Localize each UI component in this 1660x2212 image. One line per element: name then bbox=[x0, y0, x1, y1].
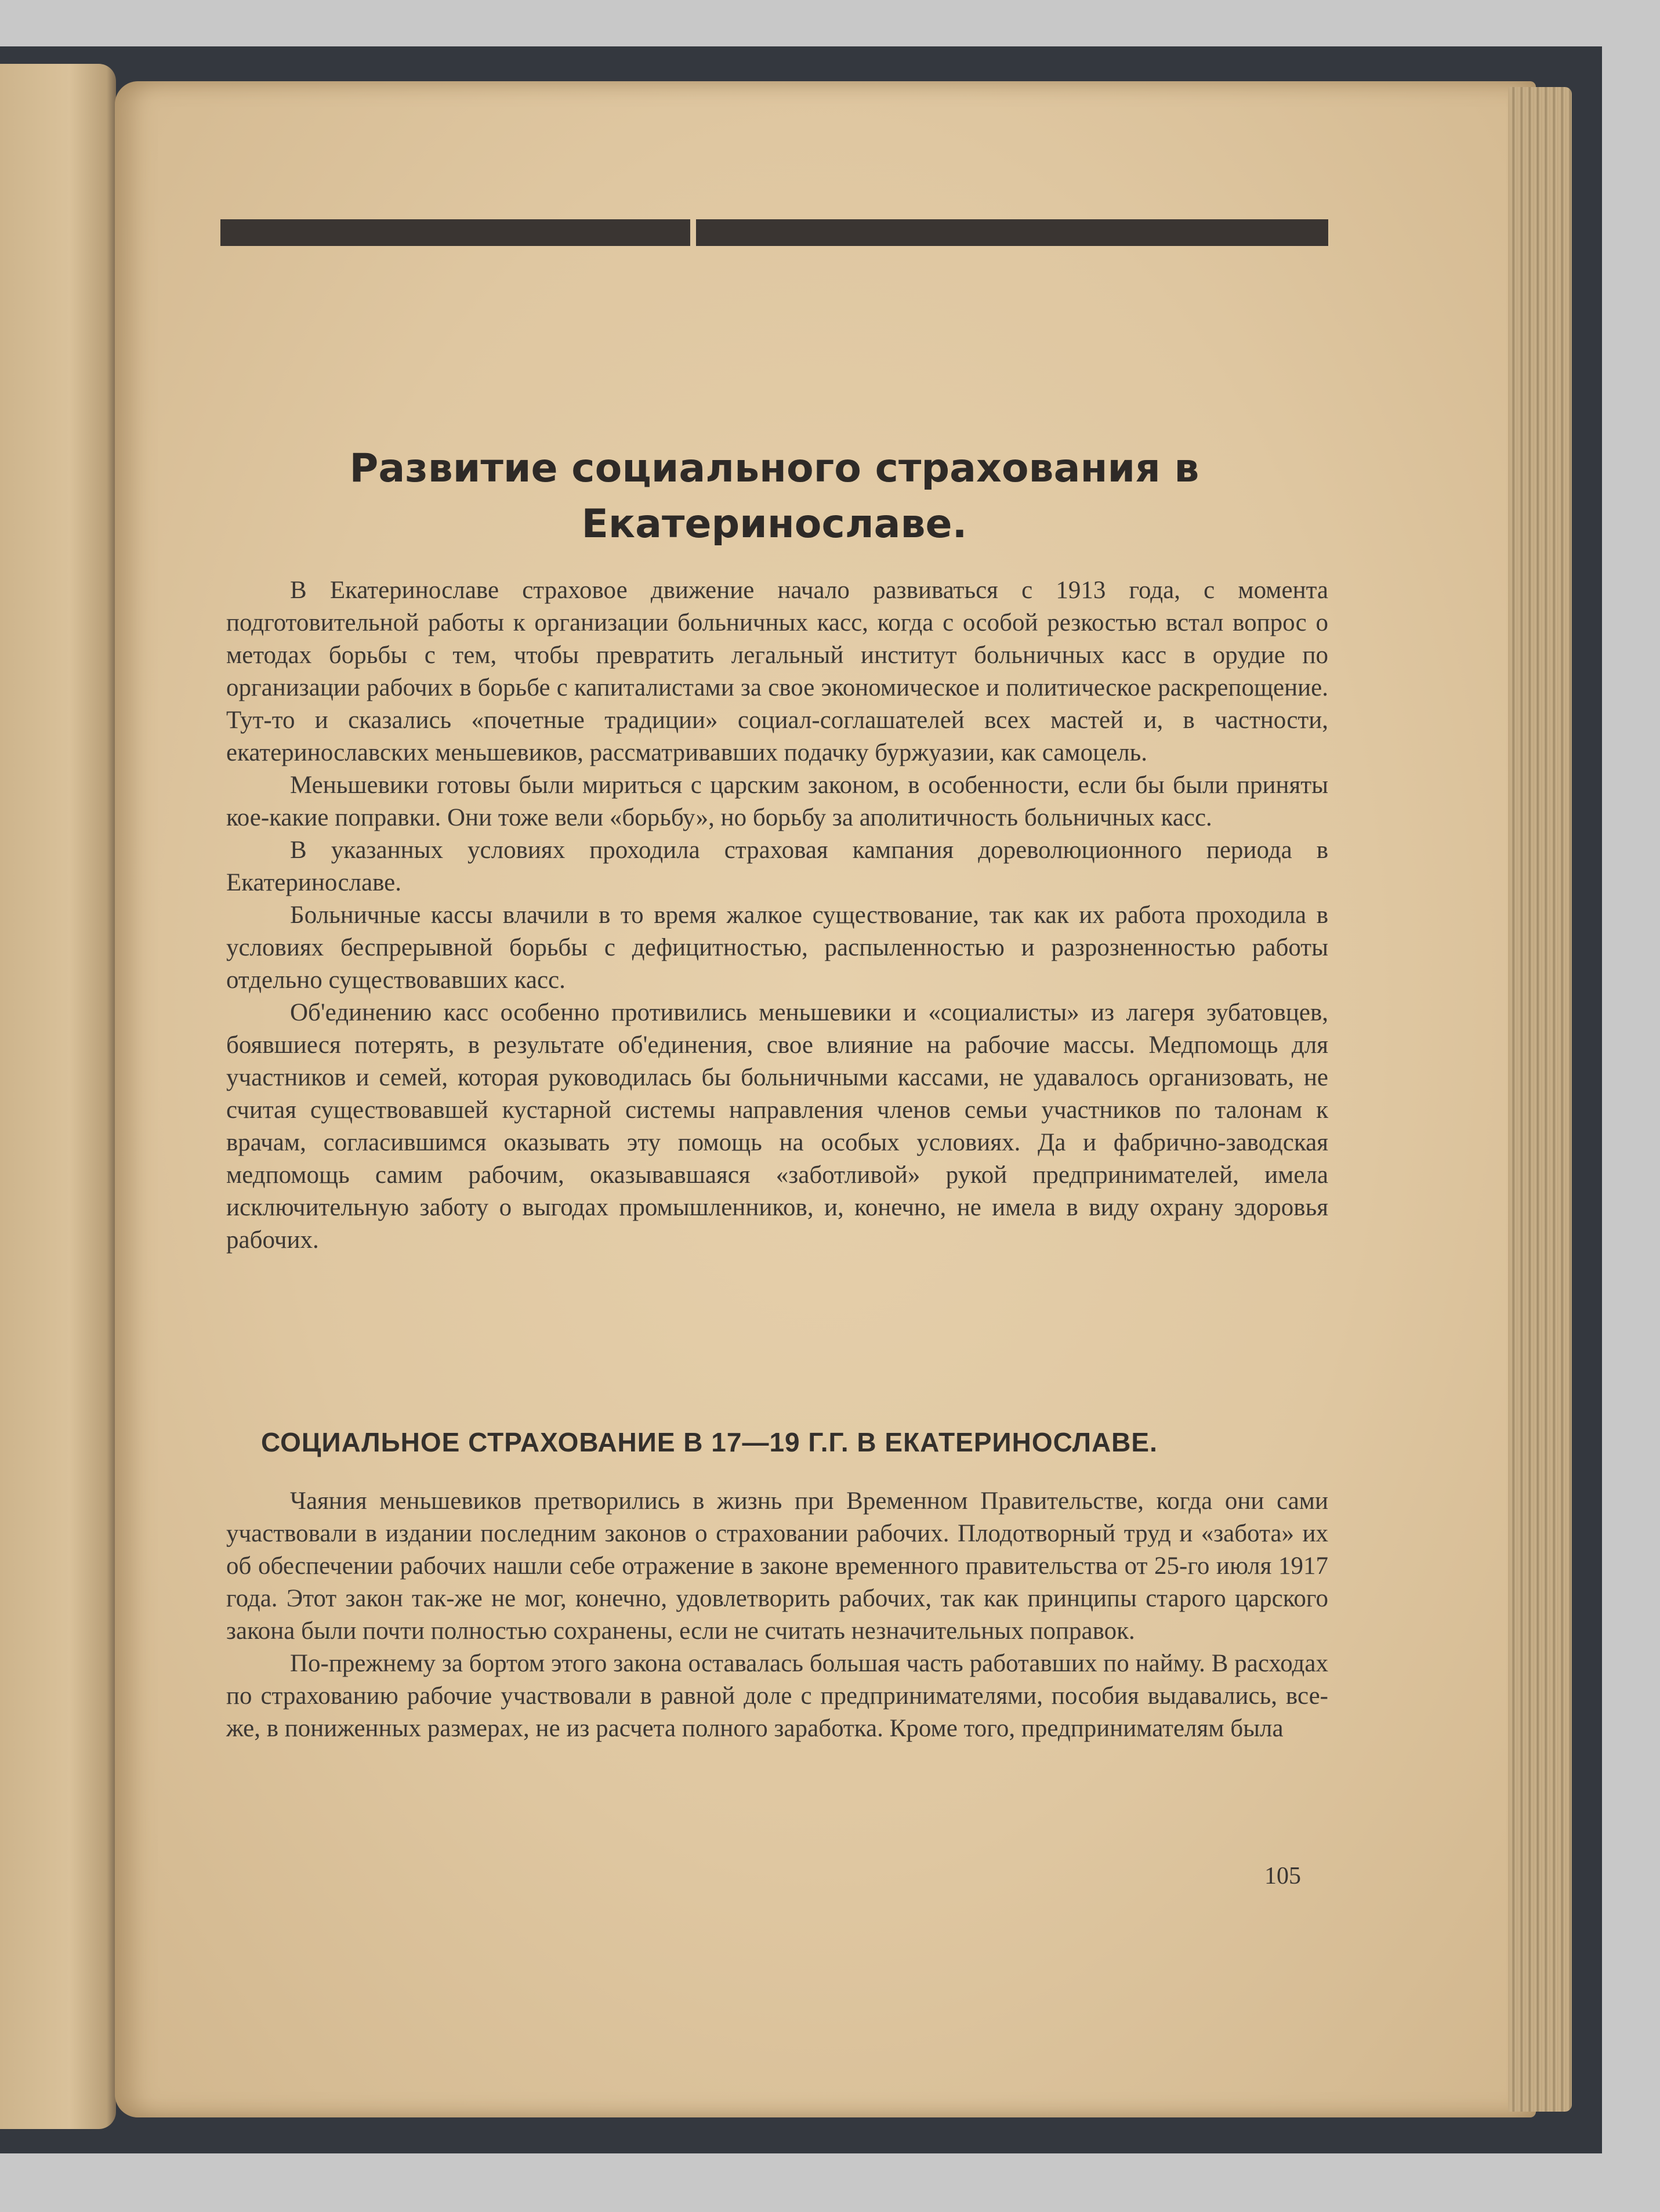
section-body bbox=[226, 1485, 1328, 1745]
article-body bbox=[226, 574, 1328, 1257]
decorative-rule-left bbox=[220, 219, 690, 246]
page-stack-edges bbox=[1508, 87, 1572, 2112]
paragraph: Об'единению касс особенно противились меньшевики и «социалисты» из лагеря зубатовцев, боявшиеся потерять, в результате об'единения, свое влияние на рабочие массы. Медпомощь для участников и семей, которая руководилась бы больничными кассами, не удавалось организовать, не считая существовавшей кустарной системы направления членов семьи участников по талонам к врачам, согласившимся оказывать эту помощь на особых условиях. Да и фабрично-заводская медпомощь самим рабочим, оказывавшаяся «заботливой» рукой предпринимателей, имела исключительную заботу о выгодах промышленников, и, конечно, не имела в виду охрану здоровья рабочих. bbox=[226, 999, 1328, 1254]
paragraph: Больничные кассы влачили в то время жалкое существование, так как их работа проходила в условиях беспрерывной борьбы с дефицитностью, распыленностью и разрозненностью работы отдельно существовавших касс. bbox=[226, 902, 1328, 994]
page-number: 105 bbox=[1264, 1863, 1301, 1889]
article-title: Развитие социального страхования в Екатеринославе. bbox=[349, 446, 1199, 547]
paragraph: В Екатеринославе страховое движение начало развиваться с 1913 года, с момента подготовительной работы к организации больничных касс, когда с особой резкостью встал вопрос о методах борьбы с тем, чтобы превратить легальный институт больничных касс в орудие по организации рабочих в борьбе с капиталистами за свое экономическое и политическое раскрепощение. Тут-то и сказались «почетные традиции» социал-соглашателей всех мастей и, в частности, екатеринославских меньшевиков, рассматривавших подачку буржуазии, как самоцель. bbox=[226, 577, 1328, 766]
paragraph: Чаяния меньшевиков претворились в жизнь при Временном Правительстве, когда они сами участвовали в издании последним законов о страховании рабочих. Плодотворный труд и «забота» их об обеспечении рабочих нашли себе отражение в законе временного правительства от 25-го июля 1917 года. Этот закон так-же не мог, конечно, удовлетворить рабочих, так как принципы старого царского закона были почти полностью сохранены, если не считать незначительных поправок. bbox=[226, 1487, 1328, 1645]
decorative-rule-right bbox=[696, 219, 1328, 246]
paragraph: По-прежнему за бортом этого закона оставалась большая часть работавших по найму. В расходах по страхованию рабочие участвовали в равной доле с предпринимателями, пособия выдавались, все-же, в пониженных размерах, не из расчета полного заработка. Кроме того, предпринимателям была bbox=[226, 1650, 1328, 1742]
paragraph: В указанных условиях проходила страховая кампания дореволюционного периода в Екатеринославе. bbox=[226, 837, 1328, 896]
left-page-edge bbox=[0, 64, 116, 2129]
paragraph: Меньшевики готовы были мириться с царским законом, в особенности, если бы были приняты кое-какие поправки. Они тоже вели «борьбу», но борьбу за аполитичность больничных касс. bbox=[226, 772, 1328, 831]
section-heading: СОЦИАЛЬНОЕ СТРАХОВАНИЕ В 17—19 Г.Г. В ЕКАТЕРИНОСЛАВЕ. bbox=[261, 1427, 1158, 1457]
